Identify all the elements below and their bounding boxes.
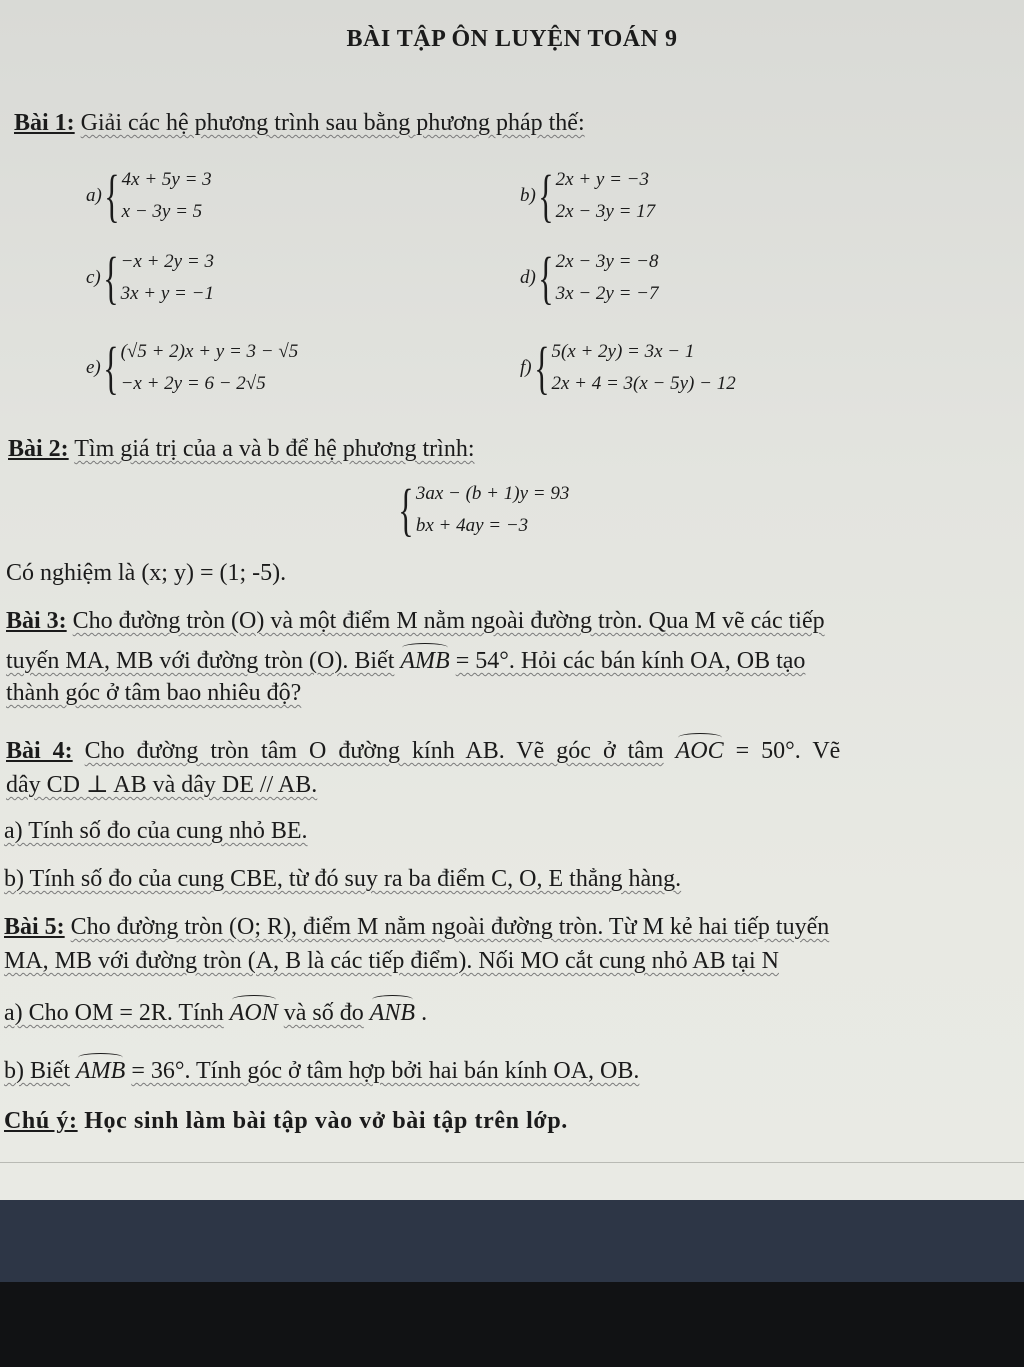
question-text: a) Cho OM = 2R. Tính bbox=[4, 1000, 224, 1026]
system-a bbox=[86, 164, 212, 228]
question-text: a) Tính số đo của cung nhỏ BE. bbox=[4, 818, 308, 844]
angle-anb: ANB bbox=[369, 1000, 416, 1026]
angle-amb: AMB bbox=[400, 648, 450, 674]
exercise-5-line-1 bbox=[4, 914, 829, 941]
exercise-5-question-a bbox=[4, 1000, 427, 1027]
system-label: e) bbox=[86, 357, 101, 378]
exercise-3-text: tuyến MA, MB với đường tròn (O). Biết bbox=[6, 648, 395, 674]
system-f bbox=[520, 336, 736, 400]
equation: (√5 + 2)x + y = 3 − √5 bbox=[120, 341, 299, 362]
exercise-2-system bbox=[398, 478, 569, 542]
exercise-4-label: Bài 4: bbox=[6, 738, 73, 764]
system-label: f) bbox=[520, 357, 532, 378]
system-label: a) bbox=[86, 185, 102, 206]
brace-icon: { bbox=[538, 245, 554, 310]
equation: 3x + y = −1 bbox=[120, 283, 214, 304]
angle-aoc: AOC bbox=[675, 738, 724, 764]
exercise-4-line-1 bbox=[6, 738, 840, 765]
desk-background bbox=[0, 1282, 1024, 1367]
brace-icon: { bbox=[398, 477, 414, 542]
question-text: b) Biết bbox=[4, 1058, 70, 1084]
exercise-4-text: Cho đường tròn tâm O đường kính AB. Vẽ góc ở tâm bbox=[84, 738, 664, 764]
question-text: và số đo bbox=[283, 1000, 364, 1026]
exercise-2-solution: Có nghiệm là (x; y) = (1; -5). bbox=[6, 560, 287, 586]
exercise-3-line-1 bbox=[6, 608, 825, 635]
exercise-5-label: Bài 5: bbox=[4, 914, 65, 940]
equation: 4x + 5y = 3 bbox=[121, 169, 212, 190]
note-label: Chú ý: bbox=[4, 1108, 78, 1134]
brace-icon: { bbox=[533, 335, 550, 400]
equation: 5(x + 2y) = 3x − 1 bbox=[551, 341, 695, 362]
system-b bbox=[520, 164, 655, 228]
angle-amb-2: AMB bbox=[76, 1058, 126, 1084]
equation: 3x − 2y = −7 bbox=[555, 283, 659, 304]
system-e bbox=[86, 336, 298, 400]
equation: −x + 2y = 6 − 2√5 bbox=[120, 373, 266, 394]
exercise-3-text: thành góc ở tâm bao nhiêu độ? bbox=[6, 680, 302, 706]
equation: 2x + 4 = 3(x − 5y) − 12 bbox=[551, 373, 736, 394]
exercise-2-label: Bài 2: bbox=[8, 436, 69, 462]
monitor-bezel bbox=[0, 1200, 1024, 1282]
equation: 2x + y = −3 bbox=[555, 169, 650, 190]
exercise-4-line-2 bbox=[6, 770, 317, 799]
exercise-1-label: Bài 1: bbox=[14, 110, 75, 136]
exercise-5-text: Cho đường tròn (O; R), điểm M nằm ngoài đường tròn. Từ M kẻ hai tiếp tuyến bbox=[70, 914, 830, 940]
brace-icon: { bbox=[104, 163, 120, 228]
question-text: . bbox=[421, 1000, 428, 1026]
system-label: b) bbox=[520, 185, 536, 206]
exercise-1-text: Giải các hệ phương trình sau bằng phương pháp thế: bbox=[80, 110, 585, 136]
exercise-2-text: Tìm giá trị của a và b để hệ phương trình: bbox=[74, 436, 475, 462]
equation: x − 3y = 5 bbox=[121, 201, 203, 222]
equation: 2x − 3y = −8 bbox=[555, 251, 659, 272]
exercise-3-text: = 54°. Hỏi các bán kính OA, OB tạo bbox=[455, 648, 806, 674]
brace-icon: { bbox=[103, 335, 119, 400]
question-text: b) Tính số đo của cung CBE, từ đó suy ra ba điểm C, O, E thẳng hàng. bbox=[4, 866, 682, 892]
equation: bx + 4ay = −3 bbox=[415, 515, 529, 536]
exercise-3-text: Cho đường tròn (O) và một điểm M nằm ngoài đường tròn. Qua M vẽ các tiếp bbox=[72, 608, 825, 634]
question-text: = 36°. Tính góc ở tâm hợp bởi hai bán kính OA, OB. bbox=[131, 1058, 640, 1084]
page-title: BÀI TẬP ÔN LUYỆN TOÁN 9 bbox=[346, 26, 678, 52]
exercise-3-line-3 bbox=[6, 680, 301, 707]
exercise-4-text: = 50°. Vẽ bbox=[735, 738, 841, 764]
exercise-1-heading bbox=[14, 110, 585, 137]
exercise-5-line-2 bbox=[4, 948, 779, 975]
brace-icon: { bbox=[538, 163, 554, 228]
note-text: Học sinh làm bài tập vào vở bài tập trên lớp. bbox=[84, 1108, 568, 1134]
exercise-2-heading bbox=[8, 436, 475, 463]
exercise-5-question-b bbox=[4, 1058, 639, 1085]
divider bbox=[0, 1162, 1024, 1163]
equation: 3ax − (b + 1)y = 93 bbox=[415, 483, 570, 504]
system-c bbox=[86, 246, 214, 310]
exercise-3-line-2 bbox=[6, 648, 805, 675]
exercise-4-question-b bbox=[4, 866, 681, 893]
system-label: c) bbox=[86, 267, 101, 288]
system-label: d) bbox=[520, 267, 536, 288]
system-d bbox=[520, 246, 659, 310]
exercise-4-text: dây CD ⊥ AB và dây DE // AB. bbox=[6, 772, 318, 798]
exercise-5-text: MA, MB với đường tròn (A, B là các tiếp điểm). Nối MO cắt cung nhỏ AB tại N bbox=[4, 948, 779, 974]
exercise-3-label: Bài 3: bbox=[6, 608, 67, 634]
equation: 2x − 3y = 17 bbox=[555, 201, 656, 222]
brace-icon: { bbox=[103, 245, 119, 310]
angle-aon: AON bbox=[229, 1000, 278, 1026]
exercise-4-question-a bbox=[4, 818, 308, 845]
equation: −x + 2y = 3 bbox=[120, 251, 214, 272]
note bbox=[4, 1108, 568, 1135]
